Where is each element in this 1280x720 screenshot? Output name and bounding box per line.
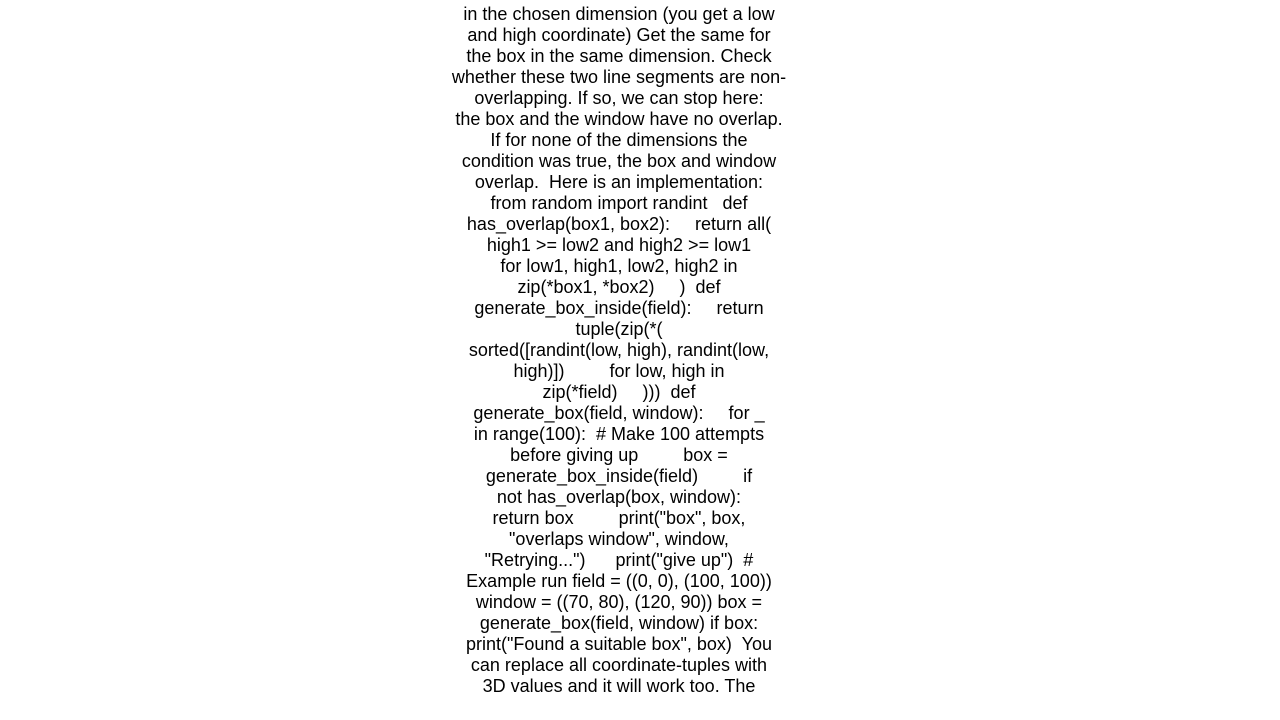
document-text — [449, 4, 789, 697]
text-line: generate_box(field, window): for _ — [473, 403, 765, 423]
text-line: whether these two line segments are non- — [451, 67, 787, 87]
text-line: If for none of the dimensions the — [490, 130, 748, 150]
text-line: print("Found a suitable box", box) You — [466, 634, 772, 654]
text-line: has_overlap(box1, box2): return all( — [466, 214, 772, 234]
text-line: overlap. Here is an implementation: — [474, 172, 764, 192]
text-line: and high coordinate) Get the same for — [467, 25, 771, 45]
text-line: from random import randint def — [490, 193, 748, 213]
text-line: zip(*box1, *box2) ) def — [517, 277, 721, 297]
text-line: overlapping. If so, we can stop here: — [474, 88, 764, 108]
text-line: generate_box_inside(field): return — [474, 298, 764, 318]
text-line: window = ((70, 80), (120, 90)) box = — [475, 592, 763, 612]
text-line: Example run field = ((0, 0), (100, 100)) — [466, 571, 772, 591]
text-line: sorted([randint(low, high), randint(low, — [468, 340, 770, 360]
text-line: not has_overlap(box, window): — [496, 487, 742, 507]
text-line: in the chosen dimension (you get a low — [463, 4, 775, 24]
text-line: zip(*field) ))) def — [542, 382, 696, 402]
text-line: tuple(zip(*( — [575, 319, 663, 339]
text-line: condition was true, the box and window — [461, 151, 777, 171]
text-line: "overlaps window", window, — [509, 529, 729, 549]
text-line: generate_box(field, window) if box: — [479, 613, 759, 633]
text-line: for low1, high1, low2, high2 in — [500, 256, 738, 276]
text-line: in range(100): # Make 100 attempts — [473, 424, 765, 444]
text-line: before giving up box = — [510, 445, 728, 465]
text-line: generate_box_inside(field) if — [485, 466, 753, 486]
text-line: can replace all coordinate-tuples with — [470, 655, 768, 675]
text-line: the box in the same dimension. Check — [466, 46, 772, 66]
text-line: the box and the window have no overlap. — [455, 109, 783, 129]
text-line: high1 >= low2 and high2 >= low1 — [486, 235, 752, 255]
text-line: return box print("box", box, — [492, 508, 746, 528]
text-line: high)]) for low, high in — [513, 361, 725, 381]
text-line: 3D values and it will work too. The — [482, 676, 756, 696]
text-line: "Retrying...") print("give up") # — [484, 550, 754, 570]
